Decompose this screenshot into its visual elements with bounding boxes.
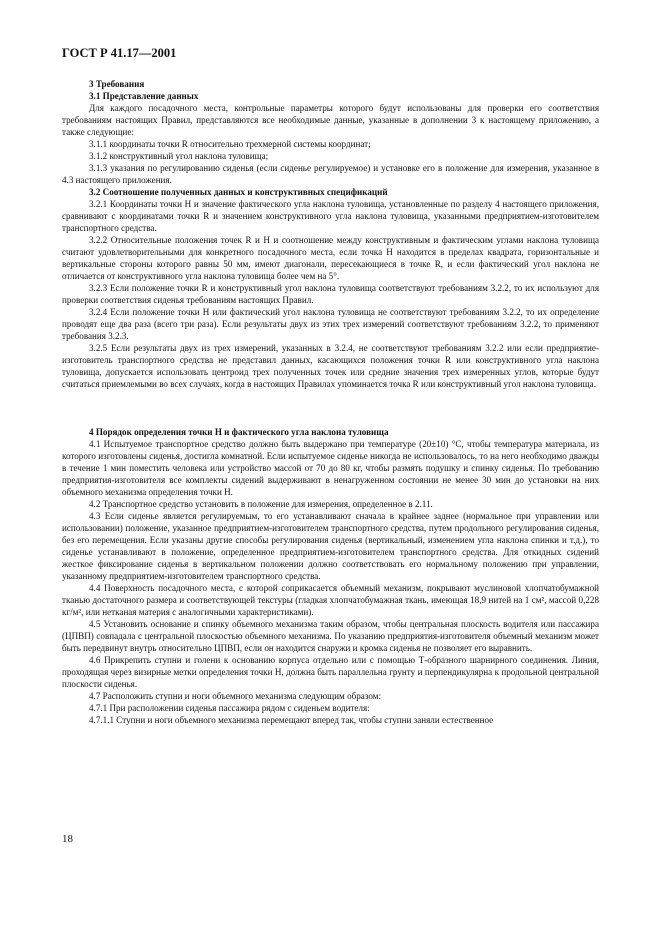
paragraph-4-7: 4.7 Расположить ступни и ноги объемного механизма следующим образом:: [89, 691, 382, 701]
paragraph-3-1-2: 3.1.2 конструктивный угол наклона туловища;: [89, 151, 269, 161]
paragraph-4-1: 4.1 Испытуемое транспортное средство должно быть выдержано при температуре (20±10) °С, чтобы температура материала, из которого изготовлены сиденья, достигла комнатной. Если испытуемое сиденье никогда не использовалось, то на него необходимо дважды в течение 1 мин поместить человека или устройство массой от 70 до 80 кг, чтобы размять подушку и спинку сиденья. По требованию предприятия-изготовителя все комплекты сидений выдерживают в ненагруженном состоянии не менее 30 мин до установки на них объемного механизма определения точки H.: [62, 439, 599, 497]
paragraph-3-2-2: 3.2.2 Относительные положения точек R и H и соотношение между конструктивным и фактическим углами наклона туловища считают удовлетворительными для конкретного посадочного места, если точка H находится в пределах квадрата, горизонтальные и вертикальные стороны которого равны 50 мм, имеют диагонали, пересекающиеся в точке R, и если фактический угол наклона не отличается от конструктивного угла наклона туловища более чем на 5°.: [62, 235, 599, 281]
paragraph-4-7-1-1: 4.7.1.1 Ступни и ноги объемного механизма перемещают вперед так, чтобы ступни заняли естественное: [89, 715, 494, 725]
paragraph-3-1-intro: Для каждого посадочного места, контрольные параметры которого будут использованы для проверки его соответствия требованиям настоящих Правил, представляются все необходимые данные, указанные в дополнении 3 к настоящему приложению, а также следующие:: [62, 103, 599, 137]
section-spacer: [62, 390, 599, 426]
paragraph-3-2-3: 3.2.3 Если положение точки R и конструктивный угол наклона туловища соответствуют требованиям 3.2.2, то их используют для проверки соответствия сиденья требованиям настоящих Правил.: [62, 283, 599, 305]
paragraph-4-3: 4.3 Если сиденье является регулируемым, то его устанавливают сначала в крайнее заднее (нормальное при управлении или использовании) положение, указанное предприятием-изготовителем транспортного средства, путем продольного регулирования сиденья, без его перемещения. Если указаны другие способы регулирования сиденья (вертикальный, изменением угла наклона спинки и т.д.), то сиденье устанавливают в положение, определенное предприятием-изготовителем транспортного средства. Для откидных сидений жесткое фиксирование сиденья в вертикальном положении должно соответствовать его нормальному положению при управлении, указанному предприятием-изготовителем транспортного средства.: [62, 511, 599, 581]
section-3-heading: 3 Требования: [89, 79, 145, 89]
paragraph-3-2-1: 3.2.1 Координаты точки H и значение фактического угла наклона туловища, установленные по разделу 4 настоящего приложения, сравнивают с координатами точки R и значением конструктивного угла наклона туловища, указанными предприятием-изготовителем транспортного средства.: [62, 199, 599, 233]
subsection-3-2-heading: 3.2 Соотношение полученных данных и конструктивных спецификаций: [89, 187, 388, 197]
paragraph-4-6: 4.6 Прикрепить ступни и голени к основанию корпуса отдельно или с помощью Т-образного шарнирного соединения. Линия, проходящая через визирные метки определения точки H, должна быть параллельна грунту и перпендикулярна к продольной центральной плоскости сиденья.: [62, 655, 599, 689]
section-4-heading: 4 Порядок определения точки H и фактического угла наклона туловища: [89, 427, 389, 437]
paragraph-3-2-5: 3.2.5 Если результаты двух из трех измерений, указанных в 3.2.4, не соответствуют требованиям 3.2.2 или если предприятие-изготовитель транспортного средства не представил данных, касающихся положения точки R или конструктивного угла наклона туловища, допускается использовать центроид трех полученных точек или средние значения трех измеренных углов, которые будут считаться приемлемыми во всех случаях, когда в настоящих Правилах упоминается точка R или конструктивный угол наклона туловища.: [62, 343, 599, 389]
paragraph-4-2: 4.2 Транспортное средство установить в положение для измерения, определенное в 2.11.: [89, 499, 433, 509]
paragraph-3-1-3: 3.1.3 указания по регулированию сиденья (если сиденье регулируемое) и установке его в положение для измерения, указанное в 4.3 настоящего приложения.: [62, 163, 599, 185]
paragraph-4-5: 4.5 Установить основание и спинку объемного механизма таким образом, чтобы центральная плоскость водителя или пассажира (ЦПВП) совпадала с центральной плоскостью объемного механизма. По указанию предприятия-изготовителя объемный механизм может быть передвинут внутрь относительно ЦПВП, если он находится снаружи и кромка сиденья не позволяет его выравнить.: [62, 619, 599, 653]
page-number: 18: [62, 833, 73, 845]
document-header: ГОСТ Р 41.17—2001: [62, 46, 177, 60]
paragraph-4-4: 4.4 Поверхность посадочного места, с которой соприкасается объемный механизм, покрывают муслиновой хлопчатобумажной тканью достаточного размера и соответствующей текстуры (гладкая хлопчатобумажная ткань, имеющая 18,9 нитей на 1 см², массой 0,228 кг/м², или нетканая материя с аналогичными характеристиками).: [62, 583, 599, 617]
document-body: [62, 78, 599, 726]
paragraph-4-7-1: 4.7.1 При расположении сиденья пассажира рядом с сиденьем водителя:: [89, 703, 370, 713]
paragraph-3-2-4: 3.2.4 Если положение точки H или фактический угол наклона туловища не соответствуют требованиям 3.2.2, то их определение проводят еще два раза (всего три раза). Если результаты двух из этих трех измерений соответствуют требованиям 3.2.2, то применяют требования 3.2.3.: [62, 307, 599, 341]
paragraph-3-1-1: 3.1.1 координаты точки R относительно трехмерной системы координат;: [89, 139, 371, 149]
subsection-3-1-heading: 3.1 Представление данных: [89, 91, 199, 101]
